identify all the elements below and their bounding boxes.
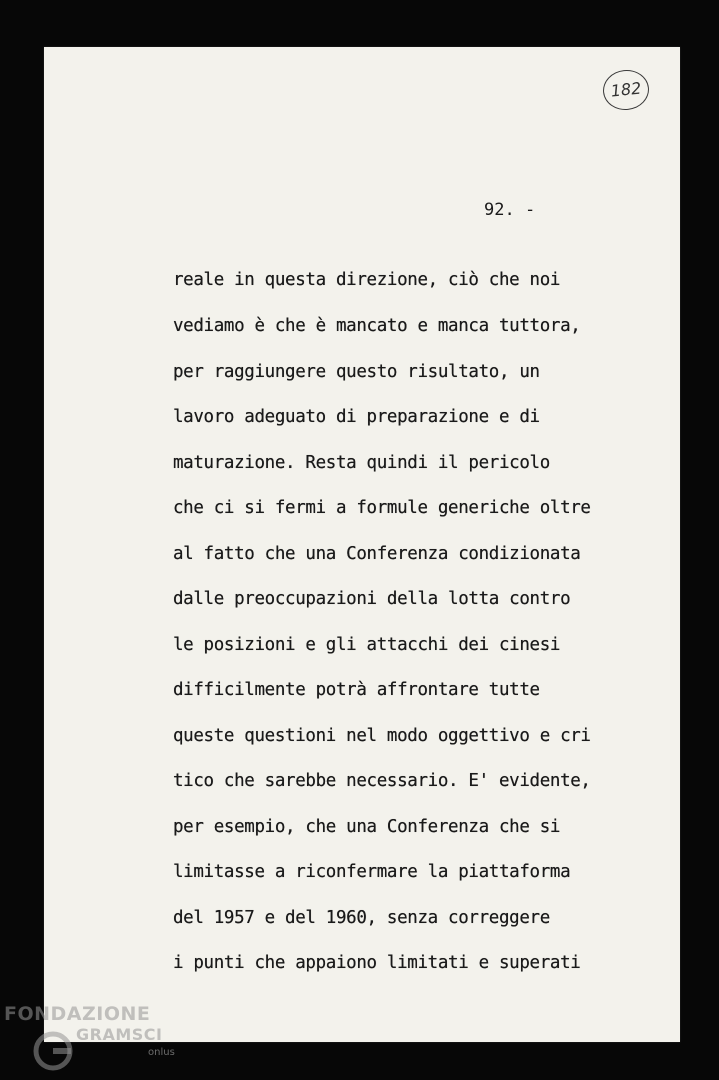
watermark-line2: GRAMSCI	[76, 1025, 163, 1044]
text-line: limitasse a riconfermare la piattaforma	[173, 862, 571, 882]
text-line: i punti che appaiono limitati e superati	[173, 953, 581, 973]
text-line: queste questioni nel modo oggettivo e cri	[173, 726, 591, 746]
page-number: 92. -	[484, 200, 536, 220]
text-line: che ci si fermi a formule generiche oltre	[173, 498, 591, 518]
fondazione-gramsci-watermark	[4, 1000, 184, 1075]
text-line: difficilmente potrà affrontare tutte	[173, 680, 540, 700]
gramsci-logo-icon	[30, 1028, 76, 1074]
watermark-line1: FONDAZIONE	[4, 1003, 151, 1025]
watermark-line3: onlus	[148, 1047, 175, 1058]
text-line: reale in questa direzione, ciò che noi	[173, 270, 561, 290]
text-line: al fatto che una Conferenza condizionata	[173, 544, 581, 564]
text-line: del 1957 e del 1960, senza correggere	[173, 908, 550, 928]
text-line: maturazione. Resta quindi il pericolo	[173, 453, 550, 473]
text-line: tico che sarebbe necessario. E' evidente,	[173, 771, 591, 791]
archive-number-stamp: 182	[601, 68, 651, 113]
text-line: lavoro adeguato di preparazione e di	[173, 407, 540, 427]
text-line: vediamo è che è mancato e manca tuttora,	[173, 316, 581, 336]
text-line: per raggiungere questo risultato, un	[173, 362, 540, 382]
text-line: per esempio, che una Conferenza che si	[173, 817, 561, 837]
text-line: le posizioni e gli attacchi dei cinesi	[173, 635, 561, 655]
text-line: dalle preoccupazioni della lotta contro	[173, 589, 571, 609]
